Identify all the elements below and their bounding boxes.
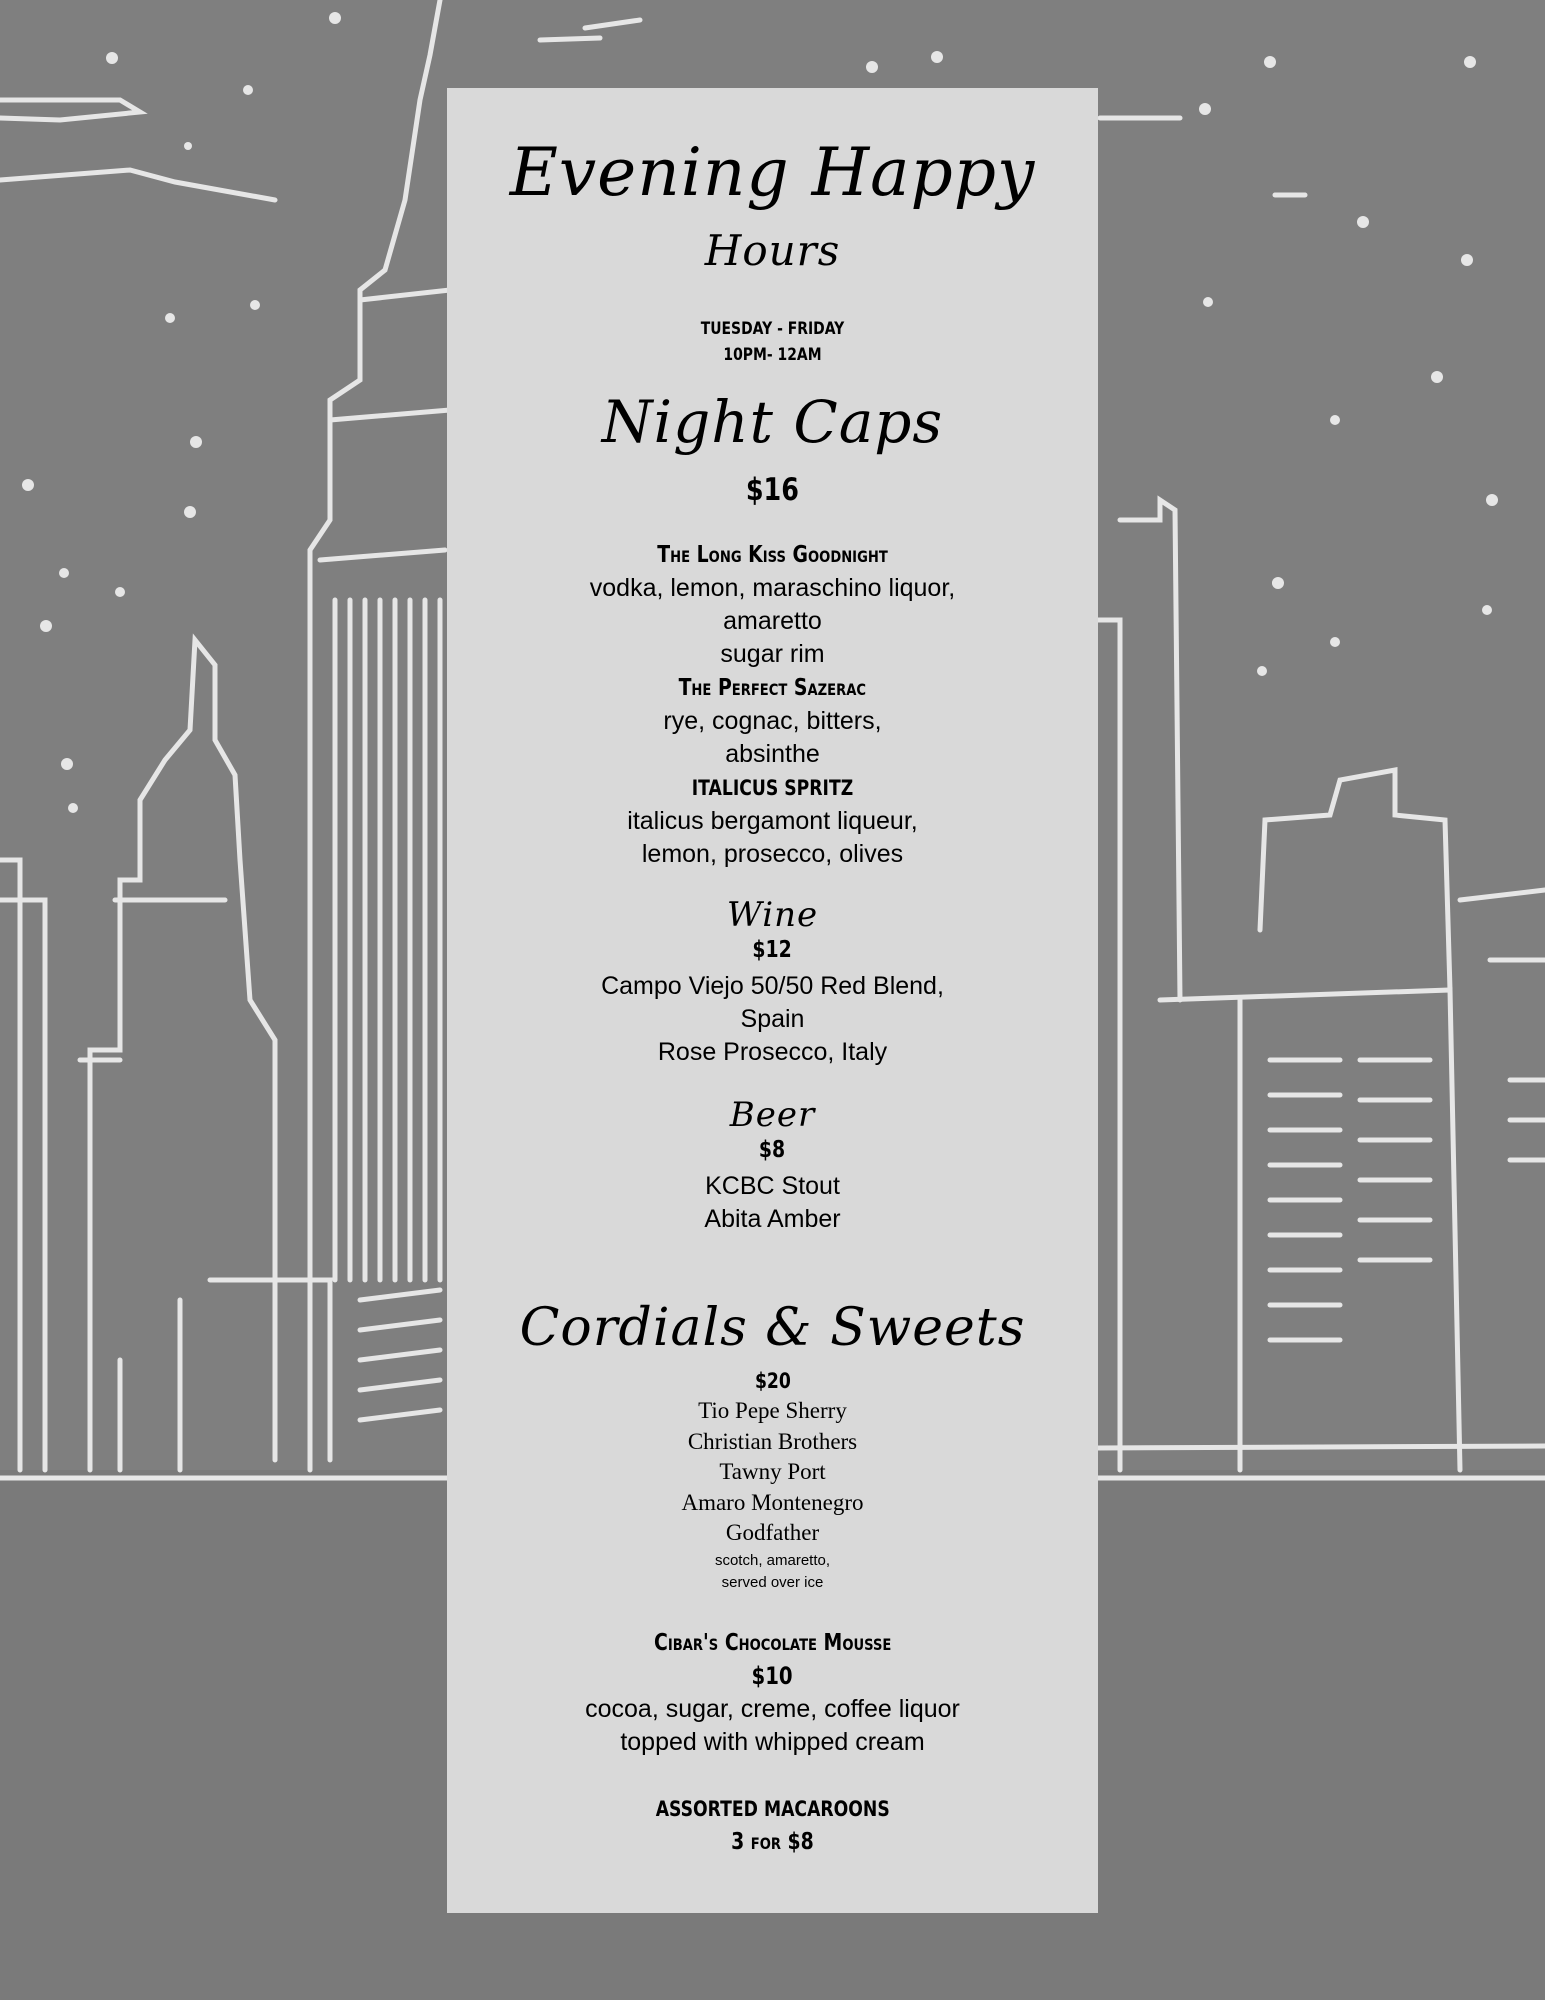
item-desc-sazerac [447,705,1098,771]
desc-line: italicus bergamont liqueur, [627,807,918,835]
wine-list [447,970,1098,1069]
night-caps-price: $16 [745,472,800,508]
mousse-price: $10 [751,1662,794,1690]
desc-line: topped with whipped cream [620,1728,925,1756]
schedule [447,316,1098,368]
night-caps-heading: Night Caps [601,388,944,456]
wine-heading: Wine [726,895,819,935]
wine-price: $12 [752,937,793,963]
night-caps-list [447,538,1098,871]
macaroons-price: 3 for $8 [731,1829,814,1855]
desc-line: absinthe [725,740,820,768]
macaroons-name: ASSORTED MACAROONS [655,1797,890,1821]
desc-line: sugar rim [720,640,825,668]
note-line: served over ice [721,1574,824,1591]
cordial-item: Tawny Port [719,1459,826,1484]
beer-price: $8 [759,1137,786,1163]
menu-card [447,88,1098,1913]
mousse-name: Cibar's Chocolate Mousse [653,1630,892,1656]
note-line: scotch, amaretto, [714,1552,831,1569]
cordials-list [447,1396,1098,1549]
mousse-desc [447,1693,1098,1759]
schedule-days: TUESDAY - FRIDAY [700,319,845,339]
cordial-item: Godfather [725,1520,820,1545]
desc-line: cocoa, sugar, creme, coffee liquor [585,1695,960,1723]
wine-item: Spain [740,1005,805,1033]
item-name-long-kiss: The Long Kiss Goodnight [657,542,888,568]
cordial-item: Amaro Montenegro [681,1489,864,1515]
cordials-heading: Cordials & Sweets [519,1298,1026,1358]
desc-line: amaretto [723,607,822,635]
schedule-hours: 10PM- 12AM [723,345,822,365]
desc-line: vodka, lemon, maraschino liquor, [589,574,956,602]
desc-line: rye, cognac, bitters, [663,707,882,735]
beer-heading: Beer [729,1095,816,1135]
menu-title-line1: Evening Happy [509,134,1036,211]
item-name-sazerac: The Perfect Sazerac [678,675,867,701]
desc-line: lemon, prosecco, olives [641,840,904,868]
wine-item: Campo Viejo 50/50 Red Blend, [601,972,944,1000]
item-name-italicus: ITALICUS SPRITZ [691,776,854,800]
beer-item: Abita Amber [704,1205,841,1233]
item-desc-italicus [447,805,1098,871]
cordials-price: $20 [754,1369,791,1393]
wine-item: Rose Prosecco, Italy [657,1038,888,1066]
beer-item: KCBC Stout [705,1172,840,1200]
godfather-note [447,1550,1098,1594]
item-desc-long-kiss [447,572,1098,671]
beer-list [447,1170,1098,1236]
menu-title-line2: Hours [704,226,841,275]
cordial-item: Tio Pepe Sherry [698,1398,847,1423]
cordial-item: Christian Brothers [687,1428,858,1454]
